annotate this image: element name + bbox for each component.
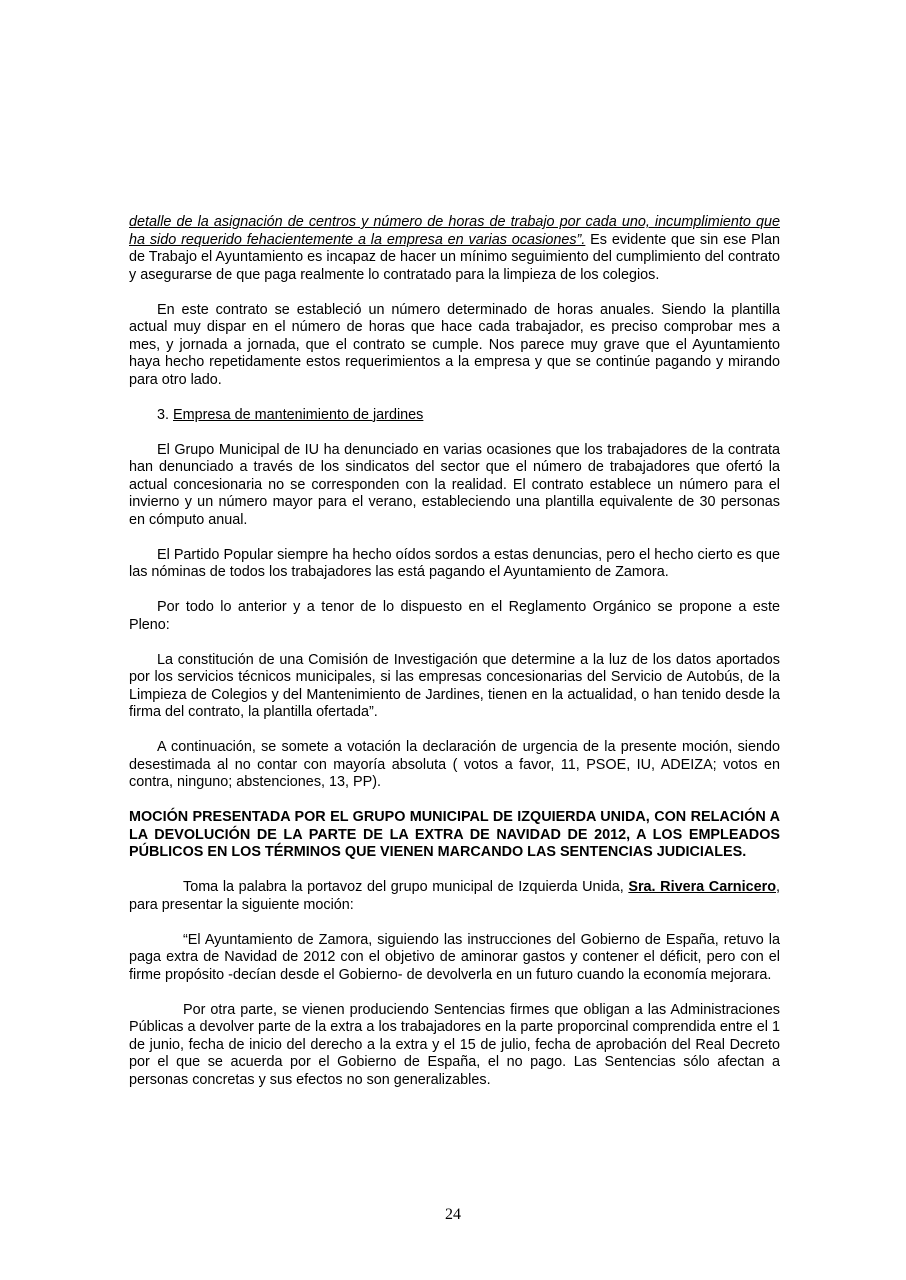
paragraph-votacion: A continuación, se somete a votación la declaración de urgencia de la presente moción, siendo desestimada al no contar con mayoría absoluta ( votos a favor, 11, PSOE, IU, ADEIZA; votos en contra, ninguno; abstenciones, 13, PP). [129, 739, 780, 790]
paragraph-plan-trabajo [129, 214, 780, 284]
item-number: 3. [157, 406, 173, 423]
paragraph-grupo-iu: El Grupo Municipal de IU ha denunciado en varias ocasiones que los trabajadores de la contrata han denunciado a través de los sindicatos del sector que el número de trabajadores que ofertó la actual concesionaria no se corresponden con la realidad. El contrato establece un número para el invierno y un número mayor para el verano, estableciendo una plantilla equivalente de 30 personas en cómputo anual. [129, 441, 780, 528]
paragraph-horas-anuales: En este contrato se estableció un número determinado de horas anuales. Siendo la plantilla actual muy dispar en el número de horas que hace cada trabajador, es preciso comprobar mes a mes, y jornada a jornada, que el contrato se cumple. Nos parece muy grave que el Ayuntamiento haya hecho repetidamente estos requerimientos a la empresa y que se continúe pagando y mirando para otro lado. [129, 301, 780, 388]
motion-heading: MOCIÓN PRESENTADA POR EL GRUPO MUNICIPAL DE IZQUIERDA UNIDA, CON RELACIÓN A LA DEVOLUCIÓN DE LA PARTE DE LA EXTRA DE NAVIDAD DE 2012, A LOS EMPLEADOS PÚBLICOS EN LOS TÉRMINOS QUE VIENEN MARCANDO LAS SENTENCIAS JUDICIALES. [129, 809, 780, 860]
paragraph-text: Toma la palabra la portavoz del grupo municipal de Izquierda Unida, [183, 879, 629, 895]
paragraph-text: , para presentar la siguiente moción: [129, 879, 780, 913]
paragraph-toma-palabra [129, 879, 780, 914]
section-item-3 [129, 407, 780, 425]
paragraph-partido-popular: El Partido Popular siempre ha hecho oídos sordos a estas denuncias, pero el hecho cierto es que las nóminas de todos los trabajadores las está pagando el Ayuntamiento de Zamora. [129, 546, 780, 580]
item-title: Empresa de mantenimiento de jardines [173, 406, 424, 423]
paragraph-comision: La constitución de una Comisión de Investigación que determine a la luz de los datos aportados por los servicios técnicos municipales, si las empresas concesionarias del Servicio de Autobús, de la Limpieza de Colegios y del Mantenimiento de Jardines, tienen en la actualidad, o han tenido desde la firma del contrato, la plantilla ofertada”. [129, 651, 780, 720]
paragraph-text: Es evidente que sin ese Plan de Trabajo el Ayuntamiento es incapaz de hacer un mínimo seguimiento del cumplimiento del contrato y asegurarse de que paga realmente lo contratado para la limpieza de los colegios. [129, 231, 780, 283]
paragraph-por-todo: Por todo lo anterior y a tenor de lo dispuesto en el Reglamento Orgánico se propone a este Pleno: [129, 599, 780, 633]
italic-quote: detalle de la asignación de centros y número de horas de trabajo por cada uno, incumplimiento que ha sido requerido fehacientemente a la empresa en varias ocasiones”. [129, 214, 780, 248]
paragraph-sentencias: Por otra parte, se vienen produciendo Sentencias firmes que obligan a las Administraciones Públicas a devolver parte de la extra a los trabajadores en la parte proporcinal comprendida entre el 1 de junio, fecha de inicio del derecho a la extra y el 15 de julio, fecha de aprobación del Real Decreto por el que se acuerda por el Gobierno de España, el no pago. Las Sentencias sólo afectan a personas concretas y sus efectos no son generalizables. [129, 1001, 780, 1088]
document-body [129, 214, 780, 1107]
paragraph-ayuntamiento: “El Ayuntamiento de Zamora, siguiendo las instrucciones del Gobierno de España, retuvo la paga extra de Navidad de 2012 con el objetivo de aminorar gastos y contener el déficit, pero con el firme propósito -decían desde el Gobierno- de devolverla en un futuro cuando la economía mejorara. [129, 931, 780, 983]
page-number: 24 [445, 1206, 461, 1223]
speaker-name: Sra. Rivera Carnicero [628, 879, 776, 895]
